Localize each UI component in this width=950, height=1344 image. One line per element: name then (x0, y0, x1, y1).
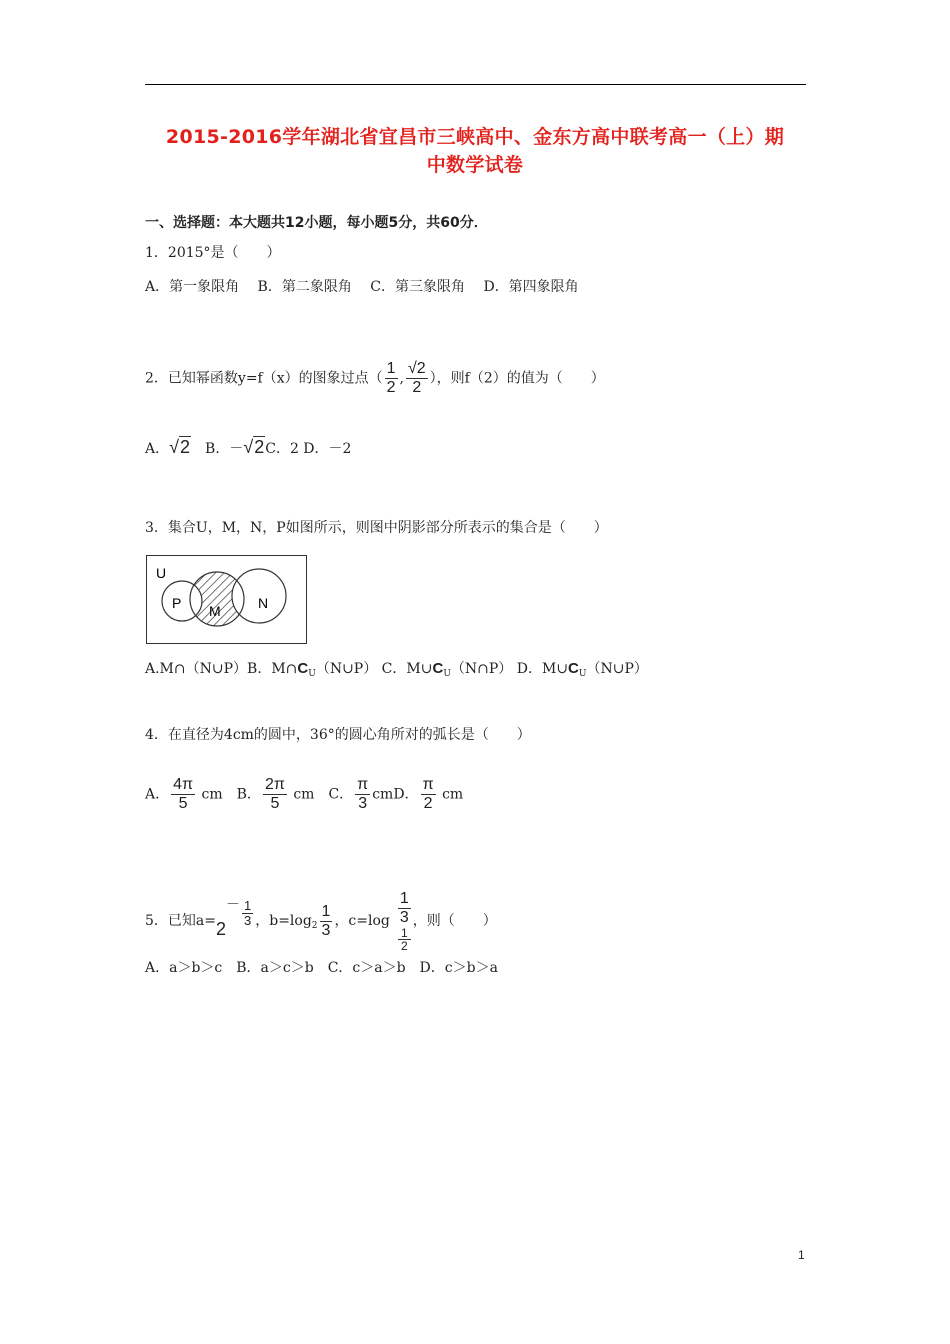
q4-frac-d-den: 2 (421, 794, 436, 813)
label-n: N (258, 595, 269, 611)
q5-exp-sign: － (226, 896, 240, 912)
document-title-line1: 2015-2016学年湖北省宜昌市三峡高中、金东方高中联考高一（上）期 (165, 126, 785, 148)
complement-symbol-2: C (432, 660, 444, 677)
q4-unit-a: cm (201, 786, 223, 803)
q2-point-x-num: 1 (386, 360, 396, 377)
q4-frac-a-den: 5 (171, 794, 195, 813)
complement-sub-1: U (308, 669, 316, 679)
q2-stem-b: ），则f（2）的值为（ ） (429, 370, 605, 387)
q5-c-arg (398, 890, 411, 927)
q4-unit-b: cm (293, 786, 315, 803)
question-5-options: A．a＞b＞c B．a＞c＞b C．c＞a＞b D．c＞b＞a (145, 960, 498, 976)
question-1-stem: 1．2015°是（ ） (145, 245, 281, 261)
q2-point-y-num: √2 (407, 360, 426, 377)
q2-sqrt-a: √2 (169, 437, 191, 457)
q2-opt-rest: C．2 D．－2 (265, 441, 352, 457)
q5-b-sub: 2 (311, 921, 318, 931)
complement-sub-3: U (578, 669, 587, 679)
q4-frac-d-num: π (422, 776, 434, 793)
q4-unit-d: cm (442, 786, 464, 803)
venn-diagram (146, 555, 307, 644)
q5-exp-den: 3 (244, 912, 252, 928)
q2-point-y (406, 360, 428, 397)
q4-opt-a: A． (145, 786, 170, 803)
q5-c-sub-den: 2 (398, 939, 411, 952)
q4-frac-a-num: 4π (173, 776, 194, 793)
q2-stem-a: 2．已知幂函数y=f（x）的图象过点（ (145, 370, 383, 387)
venn-svg (147, 556, 306, 643)
q3-opt-c2: （N∩P） D．M∪ (450, 661, 569, 677)
header-rule (145, 84, 806, 85)
q5-c-log (396, 890, 413, 952)
q5-exp-num: 1 (244, 897, 252, 913)
q5-b-frac (320, 903, 333, 940)
q2-sqrt-b: √2 (243, 437, 265, 457)
q4-frac-d (421, 776, 436, 813)
q5-b-part: ，b=log (255, 913, 312, 929)
q5-b-den: 3 (321, 921, 331, 939)
question-5-stem (145, 890, 497, 952)
question-1-options: A．第一象限角 B．第二象限角 C．第三象限角 D．第四象限角 (145, 279, 579, 295)
q3-opt-a: A.M∩（N∪P）B．M∩ (145, 661, 298, 677)
q5-c-arg-den: 3 (399, 909, 409, 926)
q5-b-num: 1 (321, 902, 331, 920)
q2-point-x (385, 360, 398, 397)
q5-stem-a: 5．已知a= (145, 913, 216, 929)
q4-frac-c-num: π (357, 776, 369, 793)
q5-tail: ，则（ ） (412, 913, 497, 929)
question-2-stem (145, 360, 605, 397)
question-3-stem: 3．集合U，M，N，P如图所示，则图中阴影部分所表示的集合是（ ） (145, 520, 608, 536)
q4-frac-a (171, 776, 195, 813)
q5-c-sub-num: 1 (401, 926, 408, 940)
q2-comma: , (399, 370, 404, 387)
q2-sqrt-a-radicand: 2 (180, 437, 191, 457)
q5-c-part: ，c=log (334, 913, 390, 929)
complement-symbol-3: C (568, 660, 579, 677)
q4-frac-c-den: 3 (355, 794, 370, 813)
q5-base: 2 (215, 919, 226, 939)
complement-sub-2: U (443, 669, 451, 679)
q2-opt-a: A． (145, 441, 170, 457)
q4-opt-c: C． (314, 786, 354, 803)
q5-c-arg-num: 1 (399, 890, 409, 907)
q4-opt-b: B． (222, 786, 261, 803)
q3-opt-d2: （N∪P） (586, 661, 648, 677)
question-3-options (145, 659, 648, 684)
q4-cmd: cmD． (372, 786, 419, 803)
q5-exponent (226, 894, 255, 928)
page-number: 1 (798, 1248, 805, 1262)
section-heading: 一、选择题：本大题共12小题，每小题5分，共60分． (145, 215, 488, 231)
q2-point-y-den: 2 (406, 378, 428, 397)
complement-symbol-1: C (297, 660, 309, 677)
question-4-stem: 4．在直径为4cm的圆中，36°的圆心角所对的弧长是（ ） (145, 727, 531, 743)
q5-exp-frac (242, 899, 253, 928)
q4-frac-b-den: 5 (263, 794, 287, 813)
q4-frac-b-num: 2π (264, 776, 285, 793)
q2-opt-b: B．－ (191, 441, 244, 457)
q3-opt-b2: （N∪P） C．M∪ (315, 661, 433, 677)
question-4-options (145, 776, 463, 813)
label-u: U (156, 565, 167, 581)
label-p: P (172, 595, 182, 611)
q4-frac-b (263, 776, 287, 813)
q2-point-x-den: 2 (386, 379, 396, 396)
q4-frac-c (355, 776, 370, 813)
document-title-line2: 中数学试卷 (426, 154, 524, 176)
q5-c-sub (398, 927, 411, 952)
q2-sqrt-b-radicand: 2 (254, 437, 265, 457)
label-m: M (209, 603, 221, 619)
question-2-options (145, 437, 351, 459)
